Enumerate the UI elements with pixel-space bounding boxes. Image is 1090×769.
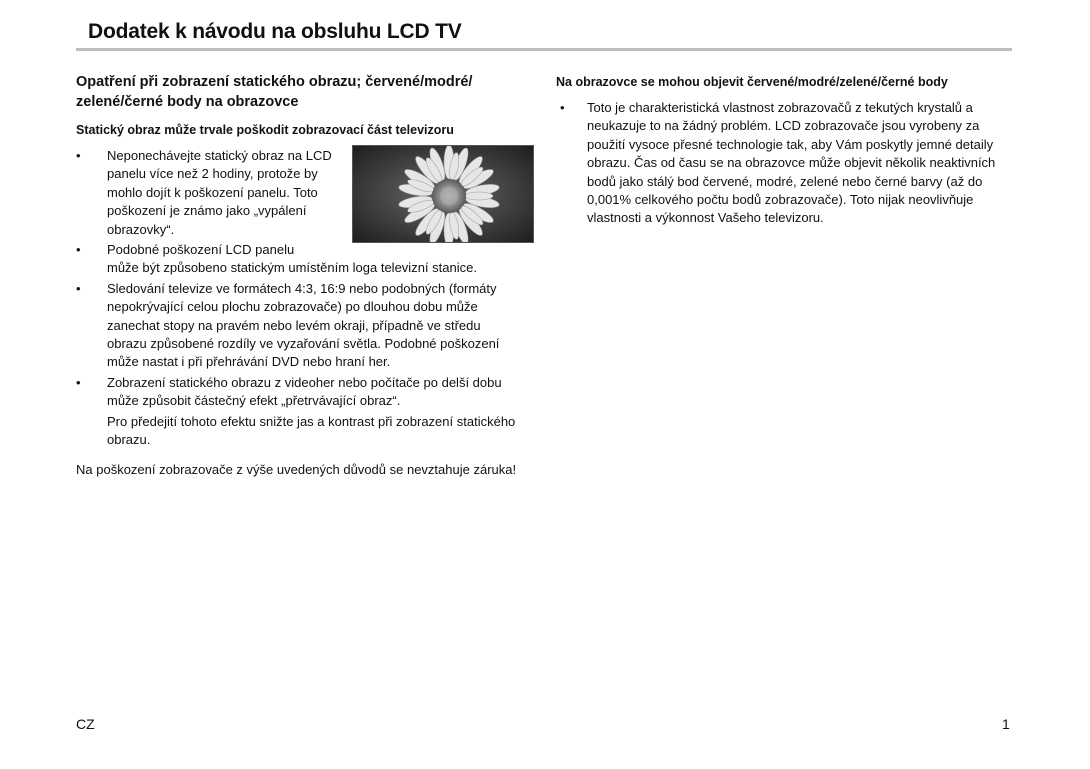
left-bullet-list bbox=[76, 147, 536, 449]
right-bullet-list bbox=[556, 99, 1012, 228]
left-column bbox=[76, 72, 536, 480]
page-title: Dodatek k návodu na obsluhu LCD TV bbox=[88, 20, 462, 43]
left-section-heading bbox=[76, 72, 536, 112]
list-item bbox=[76, 241, 536, 278]
title-divider bbox=[76, 48, 1012, 51]
list-item bbox=[76, 374, 536, 450]
list-item bbox=[76, 280, 536, 372]
warranty-note: Na poškození zobrazovače z výše uvedených důvodů se nevztahuje záruka! bbox=[76, 462, 517, 478]
left-subheading: Statický obraz může trvale poškodit zobrazovací část televizoru bbox=[76, 123, 454, 137]
left-heading-line1: Opatření při zobrazení statického obrazu; červené/modré/ bbox=[76, 74, 473, 90]
bullet-text-rest: může být způsobeno statickým umístěním loga televizní stanice. bbox=[107, 260, 477, 276]
bullet-text: • Neponechávejte statický obraz na LCD panelu více než 2 hodiny, protože by mohlo dojít k poškození panelu. Toto poškození je známo jako „vypálení obrazovky“. bbox=[107, 148, 332, 237]
left-heading-line2: zelené/černé body na obrazovce bbox=[76, 94, 299, 110]
bullet-text: • Sledování televize ve formátech 4:3, 16:9 nebo podobných (formáty nepokrývající celou plochu zobrazovače) po dlouhou dobu může zanechat stopy na pravém nebo levém okraji, případně ve středu obrazu způsobené rozdíly ve vyzařování světla. Podobné poškození může nastat i při přehrávání DVD nebo hraní her. bbox=[107, 280, 500, 370]
list-item bbox=[556, 99, 1012, 228]
bullet-text: • Toto je charakteristická vlastnost zobrazovačů z tekutých krystalů a neukazuje to na žádný problém. LCD zobrazovače jsou vyrobeny za použití vysoce přesné technologie tak, aby Vám poskytly jemné detaily obrazu. Čas od času se na obrazovce může objevit několik neaktivních bodů jako stálý bod červené, modré, zelené nebo černé barvy (až do 0,001% celkového počtu bodů zobrazovače). Toto nijak neovlivňuje vlastnosti a výkonnost Vašeho televizoru. bbox=[587, 100, 996, 226]
footer-page-number: 1 bbox=[1002, 716, 1010, 732]
right-section-heading: Na obrazovce se mohou objevit červené/modré/zelené/černé body bbox=[556, 75, 948, 89]
bullet-text: • Zobrazení statického obrazu z videoher nebo počítače po delší dobu může způsobit částečný efekt „přetrvávající obraz“. bbox=[107, 374, 502, 409]
right-column bbox=[556, 72, 1012, 230]
footer-language-code: CZ bbox=[76, 716, 95, 732]
bullet-continuation: Pro předejití tohoto efektu snižte jas a kontrast při zobrazení statického obrazu. bbox=[107, 413, 516, 448]
bullet-text-start: Podobné poškození LCD panelu bbox=[107, 242, 295, 257]
